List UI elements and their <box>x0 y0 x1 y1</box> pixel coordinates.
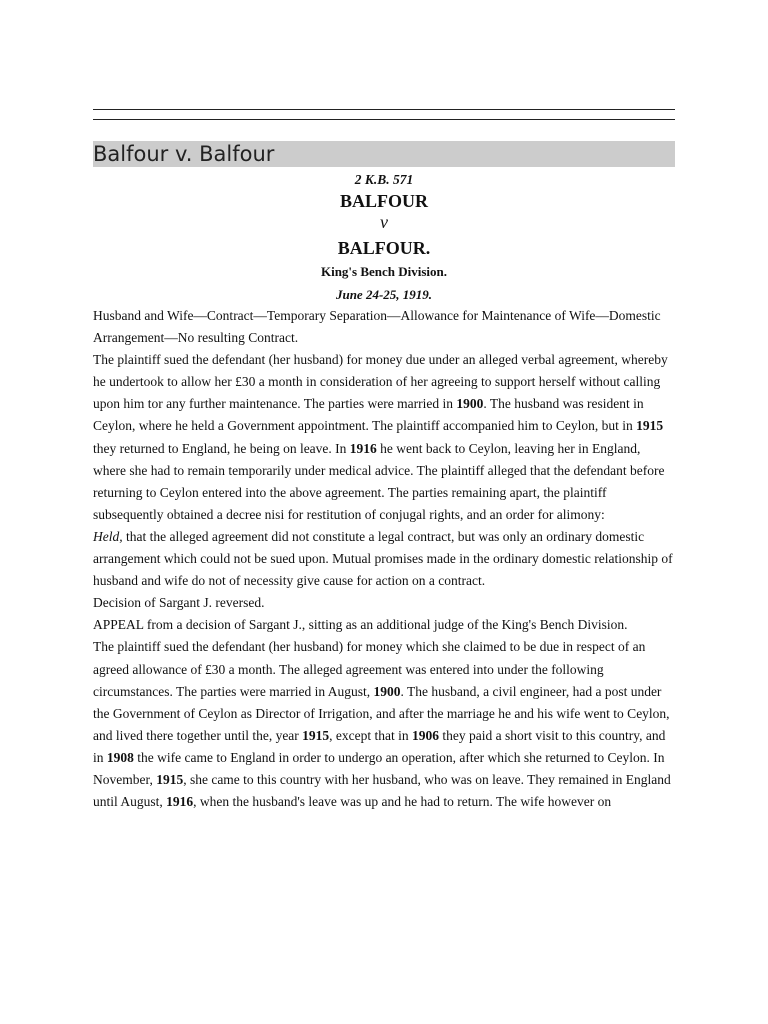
year-span: 1915 <box>156 771 184 787</box>
document-body <box>93 305 675 813</box>
text-span: they paid a short visit to this country, and in <box>93 727 666 765</box>
text-span: . The husband was resident in Ceylon, where he held a Government appointment. The plaintiff accompanied him to Ceylon, but in <box>93 396 644 434</box>
circumstances-paragraph <box>93 636 675 813</box>
hearing-date: June 24-25, 1919. <box>335 287 433 302</box>
text-span: The plaintiff sued the defendant (her husband) for money due under an alleged verbal agreement, whereby he undertook to allow her £30 a month in consideration of her agreeing to support herself without calling upon him tor any further maintenance. The parties were married in <box>93 352 668 412</box>
text-span: . The husband, a civil engineer, had a post under the Government of Ceylon as Director of Irrigation, and after the marriage he and his wife went to Ceylon, and lived there together until the, year <box>93 683 670 743</box>
year-span: 1916 <box>166 794 194 810</box>
year-span: 1900 <box>373 683 401 699</box>
year-span: 1900 <box>456 396 484 412</box>
headnote: Husband and Wife—Contract—Temporary Separation—Allowance for Maintenance of Wife—Domestic Arrangement—No resulting Contract. <box>93 308 661 346</box>
versus-label: v <box>380 212 388 232</box>
title-bar <box>93 141 675 167</box>
held-text: that the alleged agreement did not constitute a legal contract, but was only an ordinary domestic arrangement which could not be sued upon. Mutual promises made in the ordinary domestic relationship of husband and wife do not of necessity give cause for action on a contract. <box>93 528 673 589</box>
court-name: King's Bench Division. <box>320 264 448 279</box>
year-span: 1908 <box>106 749 134 765</box>
facts-paragraph <box>93 349 675 526</box>
party-plaintiff: BALFOUR <box>339 191 428 211</box>
year-span: 1906 <box>412 727 440 743</box>
text-span: the wife came to England in order to undergo an operation, after which she returned to Ceylon. In November, <box>93 749 665 787</box>
held-label: Held, <box>93 528 123 544</box>
text-span: he went back to Ceylon, leaving her in England, where she had to remain temporarily under medical advice. The plaintiff alleged that the defendant before returning to Ceylon entered into the above agreement. The parties remaining apart, the plaintiff subsequently obtained a decree nisi for restitution of conjugal rights, and an order for alimony: <box>93 440 665 522</box>
case-citation: 2 K.B. 571 <box>354 172 414 187</box>
text-span: The plaintiff sued the defendant (her husband) for money which she claimed to be due in respect of an agreed allowance of £30 a month. The alleged agreement was entered into under the following circumstances. The parties were married in August, <box>93 639 646 699</box>
held-paragraph <box>93 526 675 592</box>
document-title: Balfour v. Balfour <box>93 142 275 166</box>
year-span: 1915 <box>302 727 330 743</box>
year-span: 1915 <box>636 418 664 434</box>
second-divider-rule <box>93 119 675 120</box>
year-span: 1916 <box>349 440 377 456</box>
text-span: , except that in <box>329 727 413 743</box>
text-span: , when the husband's leave was up and he had to return. The wife however on <box>193 794 612 810</box>
text-span: they returned to England, he being on leave. In <box>93 440 350 456</box>
party-defendant: BALFOUR. <box>337 238 431 258</box>
text-span: , she came to this country with her husband, who was on leave. They remained in England until August, <box>93 771 671 810</box>
decision-line: Decision of Sargant J. reversed. <box>93 595 265 611</box>
top-divider-rule <box>93 109 675 110</box>
appeal-paragraph: APPEAL from a decision of Sargant J., sitting as an additional judge of the King's Bench Division. <box>93 617 628 633</box>
